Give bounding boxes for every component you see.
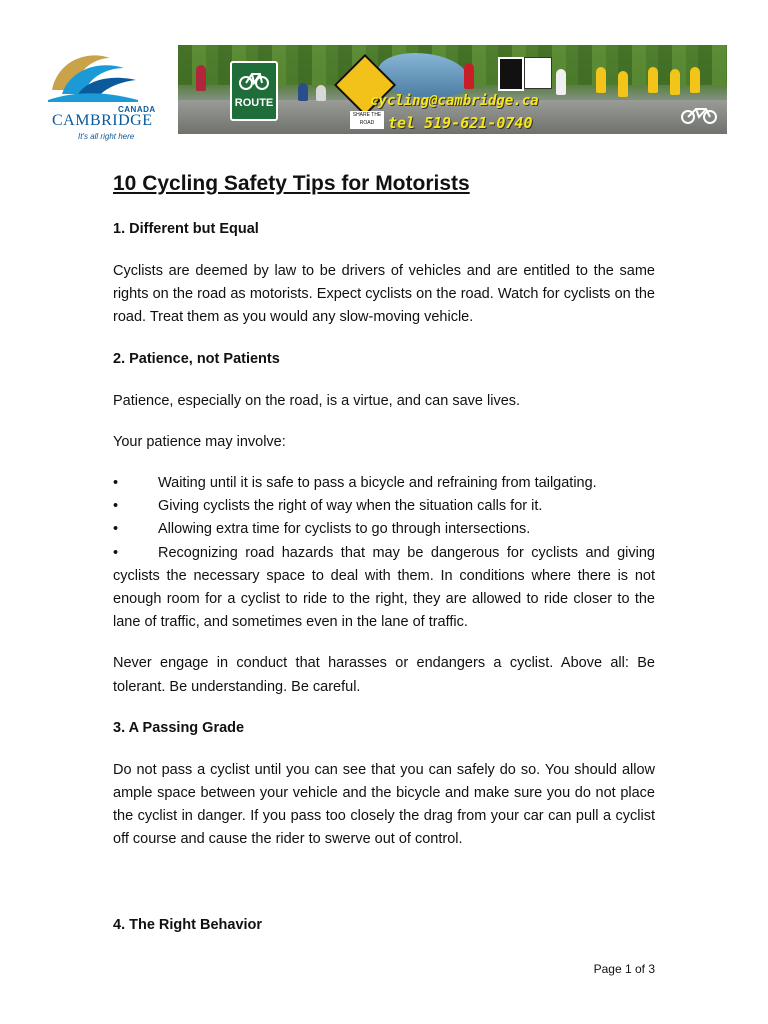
bike-lane-sign <box>524 57 552 89</box>
bullet: • <box>113 498 119 515</box>
contact-phone: tel 519-621-0740 <box>388 114 533 132</box>
bullet: • <box>113 544 119 561</box>
list-item <box>113 495 655 518</box>
section-1 <box>113 219 655 330</box>
list-item-text: Allowing extra time for cyclists to go through intersections. <box>158 521 531 538</box>
list-item <box>113 518 655 541</box>
banner-rider <box>618 71 628 97</box>
route-sign-label: ROUTE <box>234 97 274 109</box>
list-item <box>113 542 655 635</box>
section-paragraph: Cyclists are deemed by law to be drivers of vehicles and are entitled to the same rights on the road as motorists. Expect cyclists on the road. Watch for cyclists on the road. Treat them as you would any slow-moving vehicle. <box>113 263 655 326</box>
page-number: Page 1 of 3 <box>593 962 655 976</box>
section-paragraph: Your patience may involve: <box>113 433 286 450</box>
page-header <box>0 40 768 140</box>
banner-rider <box>464 63 474 89</box>
section-heading: 1. Different but Equal <box>113 221 259 237</box>
list-item <box>113 472 655 495</box>
section-3 <box>113 718 655 852</box>
cambridge-logo <box>48 50 166 140</box>
diamond-lane-sign <box>498 57 524 91</box>
banner-rider <box>196 65 206 91</box>
section-4 <box>113 915 655 935</box>
cycling-banner <box>178 45 727 134</box>
section-paragraph: Never engage in conduct that harasses or endangers a cyclist. Above all: Be tolerant. Be understanding. Be careful. <box>113 655 655 695</box>
section-paragraph: Patience, especially on the road, is a virtue, and can save lives. <box>113 392 521 409</box>
banner-rider <box>316 85 326 101</box>
list-item-text: Waiting until it is safe to pass a bicycle and refraining from tailgating. <box>158 475 597 492</box>
section-paragraph: Do not pass a cyclist until you can see that you can safely do so. You should allow ample space between your vehicle and the bicycle and make sure you do not place the cyclist in danger. If you pass too closely the drag from your car can pull a cyclist off course and cause the rider to swerve out of control. <box>113 761 655 848</box>
banner-rider <box>690 67 700 93</box>
section-heading: 3. A Passing Grade <box>113 719 245 736</box>
banner-rider <box>298 83 308 101</box>
list-item-text: Giving cyclists the right of way when the situation calls for it. <box>158 498 543 515</box>
list-item-text: Recognizing road hazards that may be dangerous for cyclists and giving cyclists the necessary space to deal with them. In conditions where there is not enough room for a cyclist to ride to the right, they are allowed to ride closer to the lane of traffic, and sometimes even in the lane of traffic. <box>113 544 655 631</box>
bullet: • <box>113 521 119 538</box>
patience-list <box>113 472 655 634</box>
logo-tagline: It's all right here <box>78 132 135 141</box>
document-body <box>113 170 655 935</box>
document-title: 10 Cycling Safety Tips for Motorists <box>113 172 470 195</box>
contact-email: cycling@cambridge.ca <box>370 93 539 109</box>
lane-bicycle-icon <box>679 106 719 124</box>
banner-rider <box>556 69 566 95</box>
section-heading: 2. Patience, not Patients <box>113 350 280 367</box>
section-heading: 4. The Right Behavior <box>113 916 263 933</box>
wave-logo-icon <box>48 50 138 102</box>
banner-rider <box>596 67 606 93</box>
bicycle-icon <box>238 69 270 91</box>
logo-wordmark: CAMBRIDGE <box>52 112 153 129</box>
logo-country: CANADA <box>118 105 156 114</box>
route-sign <box>230 61 278 121</box>
share-road-label: SHARE THE ROAD <box>350 111 384 129</box>
bullet: • <box>113 475 119 492</box>
section-2 <box>113 349 655 699</box>
banner-rider <box>670 69 680 95</box>
banner-rider <box>648 67 658 93</box>
